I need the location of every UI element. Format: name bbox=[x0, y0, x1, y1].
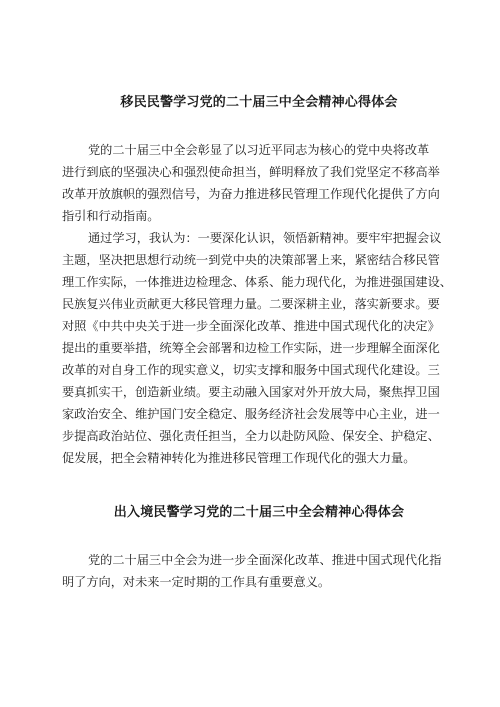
text-line: 明了方向，对未来一定时期的工作具有重要意义。 bbox=[62, 575, 331, 589]
section-1-body bbox=[62, 139, 460, 469]
text-line: 党的二十届三中全会彰显了以习近平同志为核心的党中央将改革 bbox=[88, 143, 430, 157]
text-line: 民族复兴伟业贡献更大移民管理力量。二要深耕主业，落实新要求。要 bbox=[62, 297, 440, 311]
text-line: 对照《中共中央关于进一步全面深化改革、推进中国式现代化的决定》 bbox=[62, 319, 440, 333]
section-1-paragraph-1 bbox=[62, 139, 460, 227]
section-2-title: 出入境民警学习党的二十届三中全会精神心得体会 bbox=[113, 505, 405, 520]
text-line: 改革的对自身工作的现实意义，切实支撑和服务中国式现代化建设。三 bbox=[62, 363, 440, 377]
text-line: 进行到底的坚强决心和强烈使命担当，鲜明释放了我们党坚定不移高举 bbox=[62, 165, 440, 179]
text-line: 主题，坚决把思想行动统一到党中央的决策部署上来，紧密结合移民管 bbox=[62, 253, 440, 267]
text-line: 党的二十届三中全会为进一步全面深化改革、推进中国式现代化指 bbox=[88, 553, 442, 567]
section-2-body bbox=[62, 549, 460, 593]
section-1-paragraph-2 bbox=[62, 227, 460, 469]
text-line: 步提高政治站位、强化责任担当，全力以赴防风险、保安全、护稳定、 bbox=[62, 429, 440, 443]
text-line: 通过学习，我认为：一要深化认识，领悟新精神。要牢牢把握会议 bbox=[88, 231, 442, 245]
section-1-title: 移民民警学习党的二十届三中全会精神心得体会 bbox=[120, 95, 398, 110]
text-line: 指引和行动指南。 bbox=[62, 209, 160, 223]
text-line: 家政治安全、维护国门安全稳定、服务经济社会发展等中心主业，进一 bbox=[62, 407, 440, 421]
text-line: 提出的重要举措，统筹全会部署和边检工作实际，进一步理解全面深化 bbox=[62, 341, 440, 355]
section-2-paragraph-1 bbox=[62, 549, 460, 593]
text-line: 理工作实际，一体推进边检理念、体系、能力现代化，为推进强国建设、 bbox=[62, 275, 452, 289]
text-line: 促发展，把全会精神转化为推进移民管理工作现代化的强大力量。 bbox=[62, 451, 416, 465]
text-line: 要真抓实干，创造新业绩。要主动融入国家对外开放大局，聚焦捍卫国 bbox=[62, 385, 440, 399]
text-line: 改革开放旗帜的强烈信号，为奋力推进移民管理工作现代化提供了方向 bbox=[62, 187, 440, 201]
